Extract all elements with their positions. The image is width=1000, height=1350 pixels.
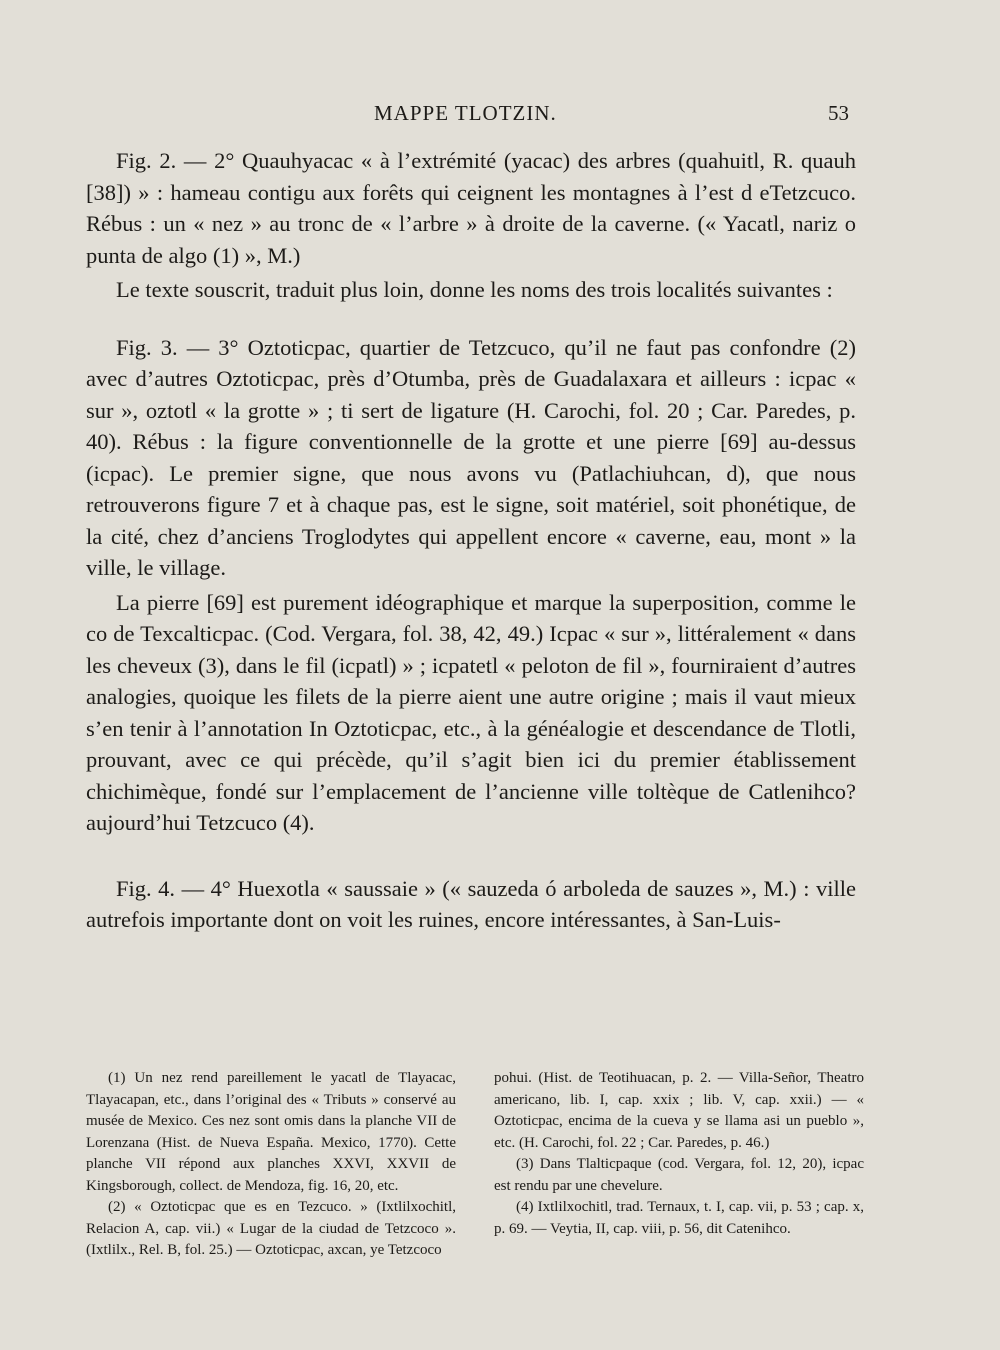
paragraph-texte-souscrit: Le texte souscrit, traduit plus loin, donne les noms des trois localités suivantes : bbox=[116, 277, 833, 302]
page-number: 53 bbox=[828, 101, 849, 125]
page-header bbox=[0, 101, 1000, 131]
paragraph-fig-2: Fig. 2. — 2° Quauhyacac « à l’extrémité (yacac) des arbres (quahuitl, R. quauh [38]) » : hameau contigu aux forêts qui ceignent les montagnes à l’est d eTetzcuco. Rébus : un « nez » au tronc de « l’arbre » à droite de la caverne. (« Yacatl, nariz o punta de algo (1) », M.) bbox=[86, 148, 856, 268]
footnote-2: (2) « Oztoticpac que es en Tezcuco. » (Ixtlilxochitl, Relacion A, cap. vii.) « Lugar de la ciudad de Tetzcoco ». (Ixtlilx., Rel. B, fol. 25.) — Oztoticpac, axcan, ye Tetzcoco bbox=[86, 1199, 456, 1258]
footnote-1: (1) Un nez rend pareillement le yacatl de Tlayacac, Tlayacapan, etc., dans l’original des « Tributs » conservé au musée de Mexico. Ces nez sont omis dans la planche VII de Lorenzana (Hist. de Nueva España. Mexico, 1770). Cette planche VII répond aux planches XXVI, XXVII de Kingsborough, collect. de Mendoza, fig. 16, 20, etc. bbox=[86, 1070, 456, 1194]
paragraph-pierre: La pierre [69] est purement idéographique et marque la superposition, comme le co de Texcalticpac. (Cod. Vergara, fol. 38, 42, 49.) Icpac « sur », littéralement « dans les cheveux (3), dans le fil (icpatl) » ; icpatetl « peloton de fil », fourniraient d’autres analogies, quoique les filets de la pierre aient une autre origine ; mais il vaut mieux s’en tenir à l’annotation In Oztoticpac, etc., à la généalogie et descendance de Tlotli, prouvant, avec ce qui précède, qu’il s’agit bien ici du premier établissement chichimèque, fondé sur l’emplacement de l’ancienne ville toltèque de Catlenihco? aujourd’hui Tetzcuco (4). bbox=[86, 589, 856, 835]
body-text bbox=[86, 145, 856, 936]
footnotes-left-column bbox=[86, 1068, 456, 1262]
paragraph-fig-3: Fig. 3. — 3° Oztoticpac, quartier de Tetzcuco, qu’il ne faut pas confondre (2) avec d’autres Oztoticpac, près d’Otumba, près de Guadalaxara et ailleurs : icpac « sur », oztotl « la grotte » ; ti sert de ligature (H. Carochi, fol. 20 ; Car. Paredes, p. 40). Rébus : la figure conventionnelle de la grotte et une pierre [69] au-dessus (icpac). Le premier signe, que nous avons vu (Patlachiuhcan, d), que nous retrouverons figure 7 et à chaque pas, est le signe, soit matériel, soit phonétique, de la cité, chez d’anciens Troglodytes qui appellent encore « caverne, eau, mont » la ville, le village. bbox=[86, 334, 856, 580]
footnote-4: (4) Ixtlilxochitl, trad. Ternaux, t. I, cap. vii, p. 53 ; cap. x, p. 69. — Veytia, II, cap. viii, p. 56, dit Catenihco. bbox=[494, 1199, 864, 1237]
paragraph-fig-4: Fig. 4. — 4° Huexotla « saussaie » (« sauzeda ó arboleda de sauzes », M.) : ville autrefois importante dont on voit les ruines, encore intéressantes, à San-Luis- bbox=[86, 875, 856, 932]
footnotes-right-column bbox=[494, 1068, 864, 1240]
footnote-2-continued: pohui. (Hist. de Teotihuacan, p. 2. — Villa-Señor, Theatro americano, lib. I, cap. xxix ; lib. V, cap. xxii.) — « Oztoticpac, encima de la cueva y se llama asi un pueblo », etc. (H. Carochi, fol. 22 ; Car. Paredes, p. 46.) bbox=[494, 1070, 864, 1151]
running-title: MAPPE TLOTZIN. bbox=[374, 101, 557, 125]
footnotes bbox=[86, 1068, 862, 1268]
footnote-3: (3) Dans Tlalticpaque (cod. Vergara, fol. 12, 20), icpac est rendu par une chevelure. bbox=[494, 1156, 864, 1194]
